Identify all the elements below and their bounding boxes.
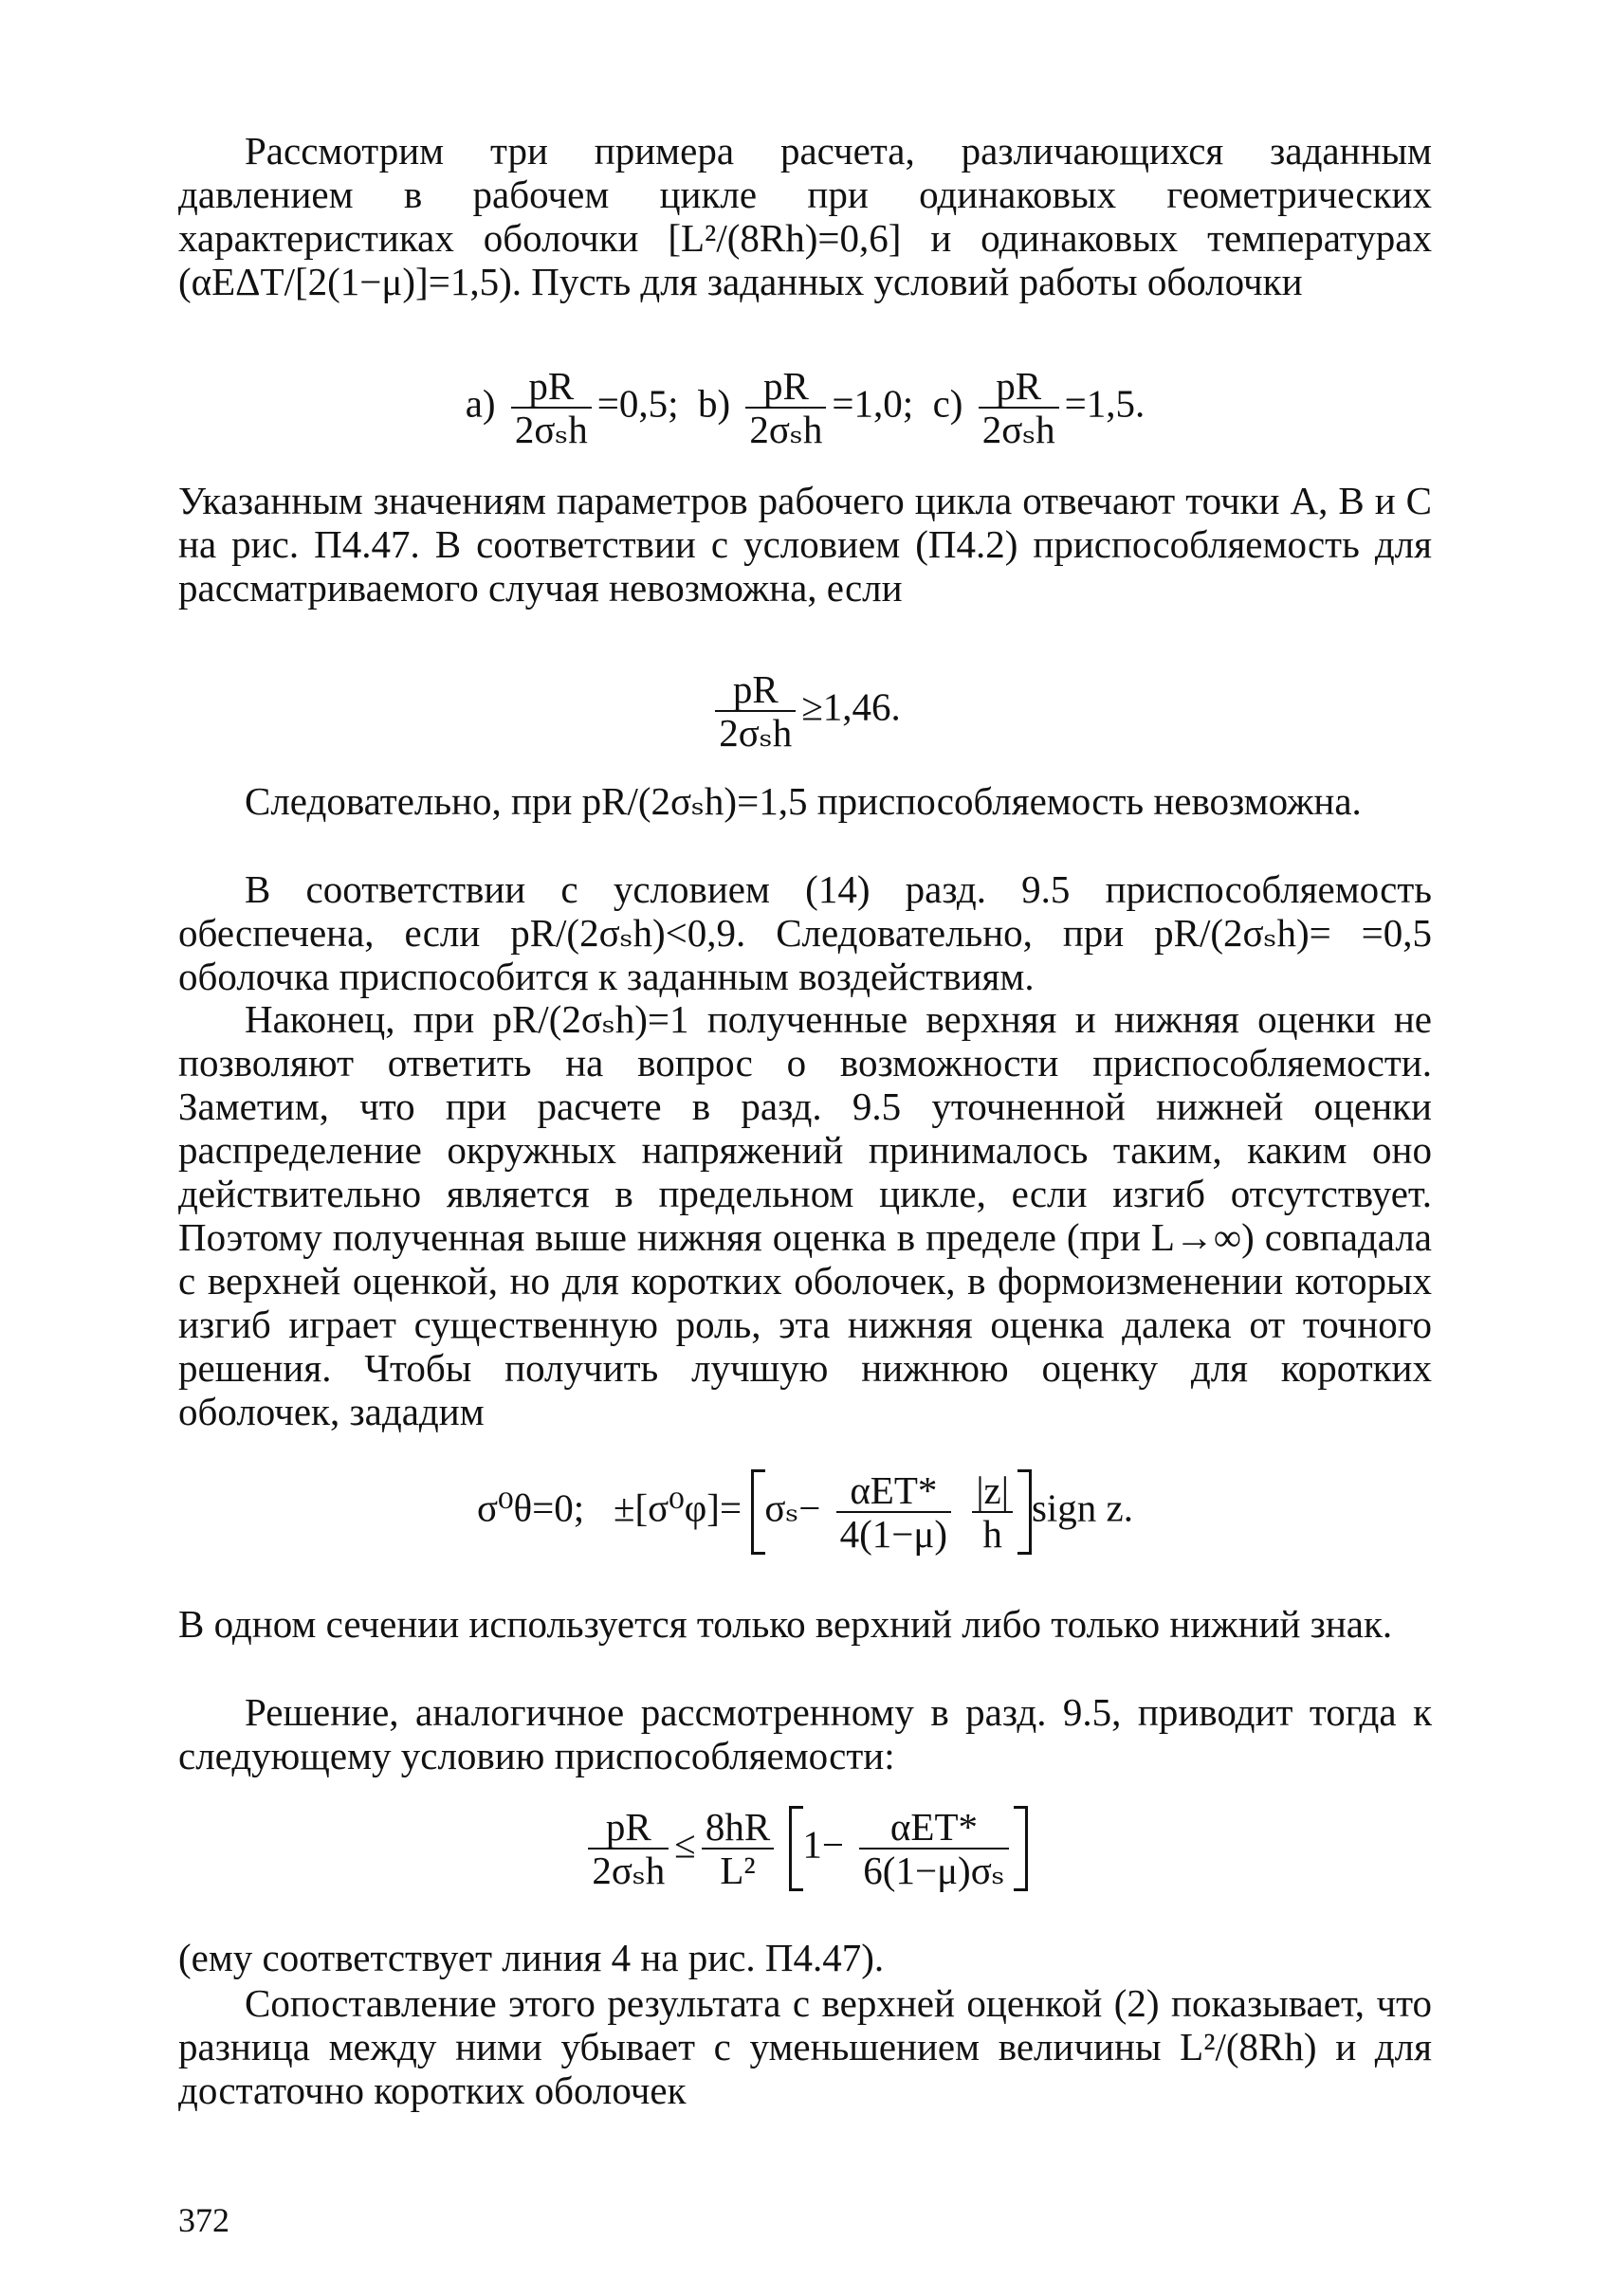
fraction-denominator: L² [720, 1849, 756, 1892]
case-c-label: c) [932, 381, 963, 426]
fraction-numerator: pR [745, 365, 826, 409]
condition-lhs-fraction [588, 1806, 669, 1891]
right-bracket [1017, 1469, 1032, 1555]
formula-condition [178, 1806, 1432, 1891]
fraction-numerator: pR [511, 365, 592, 409]
fraction-denominator: 4(1−μ) [839, 1512, 948, 1556]
condition-relation: ≤ [674, 1822, 696, 1867]
paragraph-points: Указанным значениям параметров рабочего цикла отвечают точки A, B и C на рис. П4.47. В соответствии с условием (П4.2) приспособляемость для рассматриваемого случая невозможна, если [178, 479, 1432, 610]
fraction-denominator: 2σₛh [749, 408, 823, 451]
paragraph-line-4: (ему соответствует линия 4 на рис. П4.47). [178, 1936, 885, 1979]
stress-sign: sign z. [1031, 1485, 1133, 1530]
fraction-numerator: pR [588, 1806, 669, 1850]
formula-cases [178, 365, 1432, 450]
stress-fraction-2 [972, 1469, 1013, 1555]
fraction-numerator: pR [979, 365, 1059, 409]
condition-bracket [789, 1806, 1027, 1891]
stress-pm: ±[σ⁰φ]= [613, 1485, 742, 1530]
condition-mid-fraction [702, 1806, 774, 1891]
paragraph-intro: Рассмотрим три примера расчета, различающихся заданным давлением в рабочем цикле при одинаковых геометрических характеристиках оболочки [L²/(8Rh)=0,6] и одинаковых температурах (αEΔT/[2(1−μ)]=1,5). Пусть для заданных условий работы оболочки [178, 129, 1432, 303]
fraction-denominator: 2σₛh [514, 408, 588, 451]
case-b-label: b) [698, 381, 731, 426]
condition-one: 1− [802, 1822, 845, 1867]
paragraph-finally: Наконец, при pR/(2σₛh)=1 полученные верхняя и нижняя оценки не позволяют ответить на вопрос о возможности приспособляемости. Заметим, что при расчете в разд. 9.5 уточненной нижней оценки распределение окружных напряжений принималось таким, каким оно действительно является в предельном цикле, если изгиб отсутствует. Поэтому полученная выше нижняя оценка в пределе (при L→∞) совпадала с верхней оценкой, но для коротких оболочек, в формоизменении которых изгиб играет существенную роль, эта нижняя оценка далека от точного решения. Чтобы получить лучшую нижнюю оценку для коротких оболочек, зададим [178, 997, 1432, 1433]
stress-lhs: σ⁰θ=0; [477, 1485, 585, 1530]
left-bracket [751, 1469, 765, 1555]
case-a-label: a) [465, 381, 496, 426]
fraction-denominator: h [982, 1512, 1002, 1556]
inequality-fraction [715, 668, 796, 754]
fraction-numerator: pR [715, 668, 796, 712]
case-c-fraction [979, 365, 1059, 450]
fraction-denominator: 2σₛh [719, 711, 793, 755]
stress-bracket [751, 1469, 1032, 1555]
fraction-numerator: αET* [836, 1469, 951, 1513]
inequality-rhs: ≥1,46. [801, 684, 901, 729]
right-bracket [1014, 1806, 1028, 1891]
paragraph-condition-14: В соответствии с условием (14) разд. 9.5 приспособляемость обеспечена, если pR/(2σₛh)<0,9. Следовательно, при pR/(2σₛh)= =0,5 оболочка приспособится к заданным воздействиям. [178, 867, 1432, 998]
condition-inner-fraction [859, 1806, 1008, 1891]
paragraph-comparison: Сопоставление этого результата с верхней оценкой (2) показывает, что разница между ними убывает с уменьшением величины L²/(8Rh) и для достаточно коротких оболочек [178, 1981, 1432, 2112]
page-number: 372 [178, 2201, 229, 2239]
fraction-denominator: 2σₛh [981, 408, 1055, 451]
paragraph-consequence: Следовательно, при pR/(2σₛh)=1,5 приспособляемость невозможна. [245, 779, 1362, 823]
paragraph-sign: В одном сечении используется только верхний либо только нижний знак. [178, 1602, 1393, 1646]
case-a-fraction [511, 365, 592, 450]
fraction-numerator: |z| [972, 1469, 1013, 1513]
fraction-numerator: 8hR [702, 1806, 774, 1850]
stress-sigma-s: σₛ− [764, 1485, 821, 1530]
stress-fraction-1 [836, 1469, 951, 1555]
case-a-value: =0,5; [596, 381, 679, 426]
fraction-denominator: 6(1−μ)σₛ [863, 1849, 1005, 1892]
left-bracket [789, 1806, 803, 1891]
case-b-value: =1,0; [832, 381, 914, 426]
paragraph-solution: Решение, аналогичное рассмотренному в разд. 9.5, приводит тогда к следующему условию приспособляемости: [178, 1690, 1432, 1777]
case-b-fraction [745, 365, 826, 450]
case-c-value: =1,5. [1064, 381, 1146, 426]
fraction-numerator: αET* [859, 1806, 1008, 1850]
formula-stress [178, 1469, 1432, 1555]
formula-inequality [178, 668, 1432, 754]
fraction-denominator: 2σₛh [592, 1849, 666, 1892]
